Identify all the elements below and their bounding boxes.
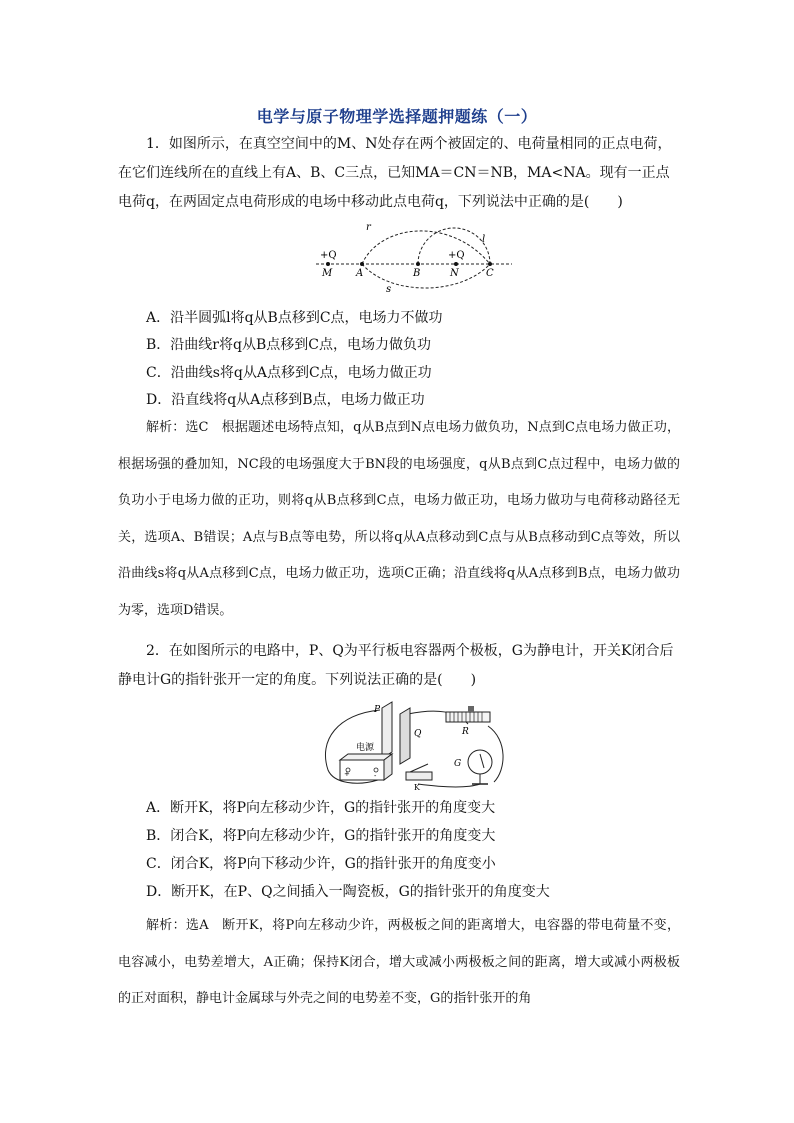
q1-explanation: 解析：选C 根据题述电场特点知，q从B点到N点电场力做负功，N点到C点电场力做正功，根据场强的叠加知，NC段的电场强度大于BN段的电场强度，q从B点到C点过程中，电场力做的负功小于电场力做的正功，则将q从B点移到C点，电场力做正功，电场力做功与电荷移动路径无关，选项A、B错误；A点与B点等电势，所以将q从A点移动到C点与从B点移动到C点等效，所以沿曲线s将q从A点移到C点，电场力做正功，选项C正确；沿直线将q从A点移到B点，电场力做功为零，选项D错误。 bbox=[118, 420, 680, 618]
label-plus: + bbox=[344, 770, 350, 778]
q1-option-b: B．沿曲线r将q从B点移到C点，电场力做负功 bbox=[146, 337, 431, 353]
question-1-stem: 1．如图所示，在真空空间中的M、N处存在两个被固定的、电荷量相同的正点电荷，在它们连线所在的直线上有A、B、C三点，已知MA＝CN＝NB，MA<NA。现有一正点电荷q，在两固定点电荷形成的电场中移动此点电荷q，下列说法中正确的是( ) bbox=[118, 136, 672, 210]
question-2-stem: 2．在如图所示的电路中，P、Q为平行板电容器两个极板，G为静电计，开关K闭合后静电计G的指针张开一定的角度。下列说法正确的是( ) bbox=[118, 643, 674, 688]
label-C: C bbox=[486, 268, 494, 279]
q1-option-d: D．沿直线将q从A点移到B点，电场力做正功 bbox=[146, 392, 425, 408]
label-l: l bbox=[482, 234, 486, 245]
label-P: P bbox=[374, 705, 381, 715]
q1-option-c: C．沿曲线s将q从A点移到C点，电场力做正功 bbox=[146, 365, 432, 381]
q2-option-c: C．闭合K，将P向下移动少许，G的指针张开的角度变小 bbox=[146, 856, 496, 872]
page-title: 电学与原子物理学选择题押题练（一） bbox=[256, 107, 538, 126]
question-2-figure bbox=[318, 700, 510, 790]
label-source: 电源 bbox=[356, 743, 375, 753]
label-A: A bbox=[356, 268, 364, 279]
q2-explanation: 解析：选A 断开K，将P向左移动少许，两极板之间的距离增大，电容器的带电荷量不变，电容减小，电势差增大，A正确；保持K闭合，增大或减小两极板之间的距离，增大或减小两极板的正对面积，静电计金属球与外壳之间的电势差不变，G的指针张开的角 bbox=[118, 918, 680, 1006]
label-plusQ-M: +Q bbox=[320, 250, 337, 261]
label-M: M bbox=[322, 268, 333, 279]
label-minus: - bbox=[374, 772, 377, 780]
label-s: s bbox=[386, 284, 392, 295]
question-1-figure bbox=[310, 218, 520, 298]
label-r: r bbox=[366, 222, 371, 233]
label-Q: Q bbox=[414, 729, 422, 739]
q2-option-d: D．断开K，在P、Q之间插入一陶瓷板，G的指针张开的角度变大 bbox=[146, 884, 550, 900]
label-N: N bbox=[450, 268, 459, 279]
label-plusQ-N: +Q bbox=[448, 250, 465, 261]
label-G: G bbox=[454, 759, 462, 769]
q2-option-b: B．闭合K，将P向左移动少许，G的指针张开的角度变大 bbox=[146, 828, 496, 844]
q1-option-a: A．沿半圆弧l将q从B点移到C点，电场力不做功 bbox=[146, 310, 443, 326]
q2-option-a: A．断开K，将P向左移动少许，G的指针张开的角度变大 bbox=[146, 800, 496, 816]
label-K: K bbox=[414, 783, 420, 790]
label-B: B bbox=[413, 268, 421, 279]
label-R: R bbox=[462, 727, 469, 737]
